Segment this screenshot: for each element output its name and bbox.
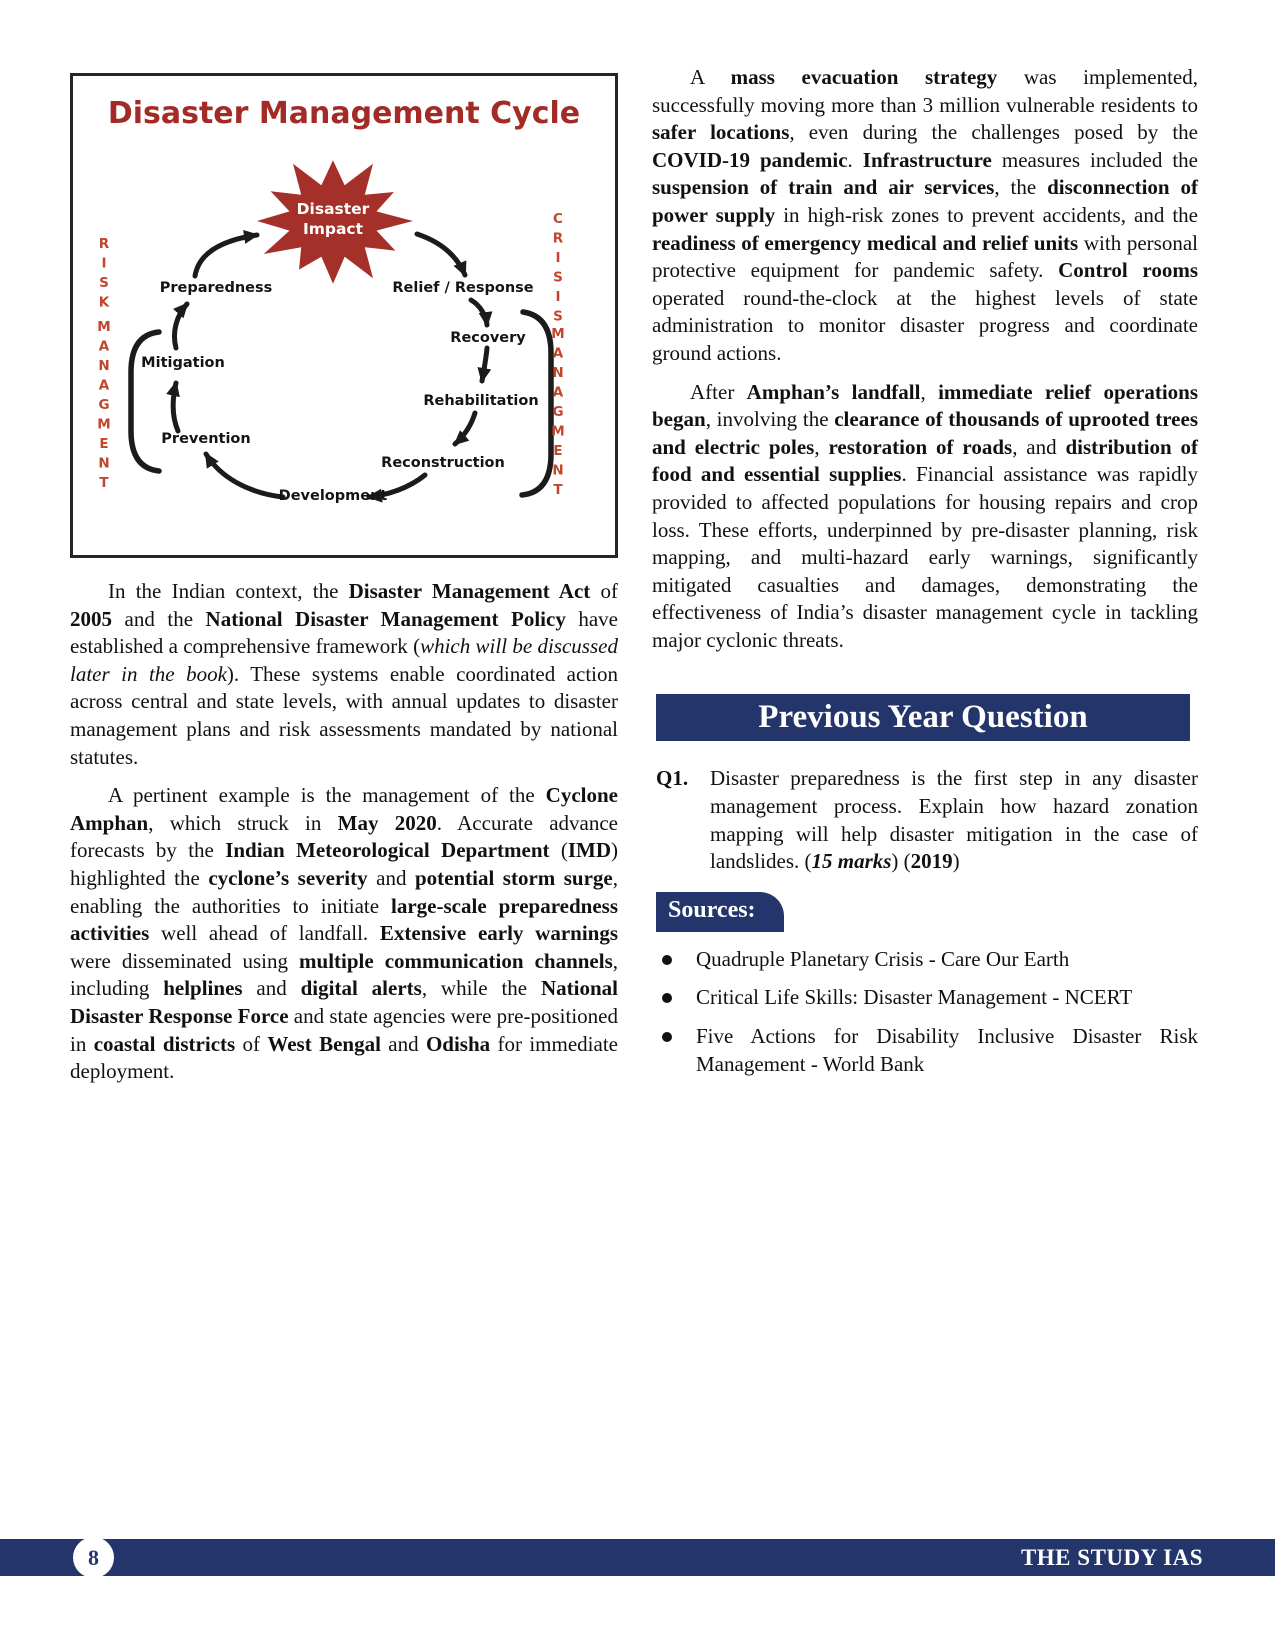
arrow-rehabilitation-to-reconstruction — [455, 413, 475, 444]
arrow-preparedness-to-impact — [195, 235, 257, 276]
paragraph-cyclone-amphan: A pertinent example is the management of the Cyclone Amphan, which struck in May 2020. Accurate advance forecasts by the Indian Meteorological Department (IMD) highlighted the cyclone’s severity and potential storm surge, enabling the authorities to initiate large-scale preparedness activities well ahead of landfall. Extensive early warnings were disseminated using multiple communication channels, including helplines and digital alerts, while the National Disaster Response Force and state agencies were pre-positioned in coastal districts of West Bengal and Odisha for immediate deployment. — [70, 783, 619, 1084]
arrow-development-to-prevention — [206, 454, 283, 497]
sources-heading: Sources: — [656, 892, 784, 932]
node-development: Development — [278, 488, 388, 504]
arrow-prevention-to-mitigation — [173, 383, 178, 431]
right-text-column — [652, 64, 1198, 1089]
diagram-title: Disaster Management Cycle — [107, 96, 581, 131]
previous-year-question-banner: Previous Year Question — [656, 694, 1190, 741]
arrow-relief-to-recovery — [471, 300, 487, 325]
right-axis-managment: MANAGMENT — [550, 326, 566, 502]
question-number: Q1. — [656, 766, 689, 791]
page-number-badge: 8 — [73, 1537, 114, 1578]
impact-line-1: Disaster — [296, 199, 370, 218]
sources-list — [652, 946, 1198, 1078]
brand-name: THE STUDY IAS — [1020, 1545, 1203, 1570]
diagram-canvas — [73, 76, 615, 555]
node-recovery: Recovery — [450, 330, 526, 346]
list-item — [652, 1023, 1198, 1078]
node-rehabilitation: Rehabilitation — [423, 393, 539, 409]
disaster-impact-label — [297, 199, 370, 239]
risk-management-bracket — [131, 332, 159, 471]
question-1-block — [652, 765, 1198, 875]
impact-line-2: Impact — [302, 220, 364, 238]
node-preparedness: Preparedness — [159, 280, 273, 296]
paragraph-mass-evacuation: A mass evacuation strategy was implemented, successfully moving more than 3 million vulnerable residents to safer locations, even during the challenges posed by the COVID-19 pandemic. Infrastructure measures included the suspension of train and air services, the disconnection of power supply in high-risk zones to prevent accidents, and the readiness of emergency medical and relief units with personal protective equipment for pandemic safety. Control rooms operated round-the-clock at the highest levels of state administration to monitor disaster progress and coordinate ground actions. — [652, 65, 1199, 365]
footer-bar — [0, 1539, 1275, 1576]
paragraph-indian-context: In the Indian context, the Disaster Management Act of 2005 and the National Disaster Management Policy have established a comprehensive framework (which will be discussed later in the book). These systems enable coordinated action across central and state levels, with annual updates to disaster management plans and risk assessments mandated by national statutes. — [70, 579, 618, 769]
paragraph-after-landfall: After Amphan’s landfall, immediate relief operations began, involving the clearance of thousands of uprooted trees and electric poles, restoration of roads, and distribution of food and essential supplies. Financial assistance was rapidly provided to affected populations for housing repairs and crop loss. These efforts, underpinned by pre-disaster planning, risk mapping, and multi-hazard early warnings, significantly mitigated casualties and damages, demonstrating the effectiveness of India’s disaster management cycle in tackling major cyclonic threats. — [652, 379, 1199, 652]
list-item — [652, 946, 1198, 974]
bullet-icon — [662, 993, 672, 1003]
node-relief-response: Relief / Response — [392, 280, 534, 296]
cycle-diagram-svg — [73, 76, 615, 555]
bullet-icon — [662, 955, 672, 965]
node-prevention: Prevention — [161, 431, 251, 447]
source-item-text: Five Actions for Disability Inclusive Disaster Risk Management - World Bank — [696, 1024, 1198, 1076]
arrow-impact-to-relief — [417, 234, 465, 275]
list-item — [652, 984, 1198, 1012]
left-axis-risk: RISK — [96, 236, 112, 314]
source-item-text: Critical Life Skills: Disaster Management - NCERT — [696, 985, 1133, 1010]
source-item-text: Quadruple Planetary Crisis - Care Our Earth — [696, 946, 1070, 971]
left-text-column — [70, 578, 618, 1097]
right-axis-crisis: CRISIS — [550, 211, 566, 328]
node-reconstruction: Reconstruction — [381, 455, 505, 471]
arrow-mitigation-to-preparedness — [174, 304, 187, 348]
bullet-icon — [662, 1032, 672, 1042]
question-text: Disaster preparedness is the first step in any disaster management process. Explain how hazard zonation mapping will help disaster mitigation in the case of landslides. (15 marks) (2019) — [710, 766, 1198, 874]
arrow-recovery-to-rehabilitation — [482, 348, 487, 381]
disaster-management-cycle-figure — [70, 73, 618, 558]
left-axis-managment: MANAGMENT — [96, 319, 112, 495]
node-mitigation: Mitigation — [141, 355, 225, 371]
